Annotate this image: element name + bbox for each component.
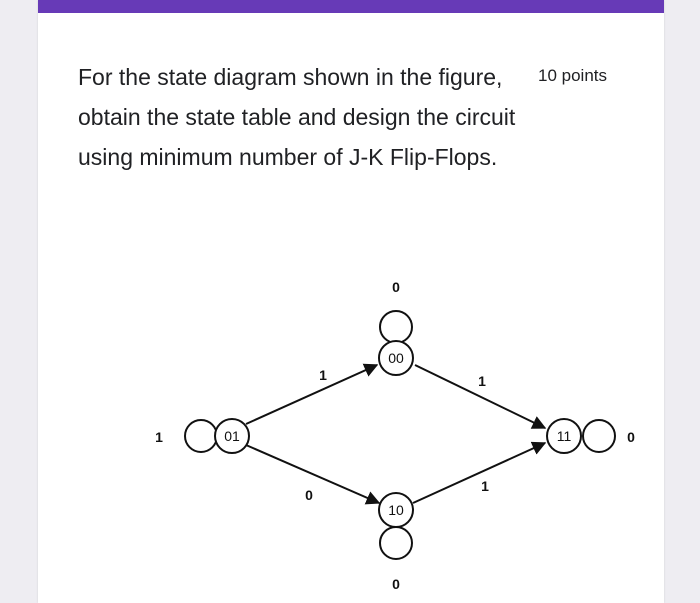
form-accent-bar bbox=[38, 0, 664, 13]
edge-01-10-label: 0 bbox=[305, 487, 313, 503]
question-card bbox=[38, 0, 664, 603]
edge-01-00-label: 1 bbox=[319, 367, 327, 383]
self-loop-00-label: 0 bbox=[392, 279, 400, 295]
state-00 bbox=[379, 341, 413, 375]
state-11-label: 11 bbox=[556, 428, 572, 444]
self-loop-00 bbox=[380, 311, 412, 343]
question-text: For the state diagram shown in the figure, obtain the state table and design the circuit using minimum number of J-K Flip-Flops. bbox=[78, 64, 516, 170]
self-loop-01 bbox=[185, 420, 217, 452]
state-00-label: 00 bbox=[388, 350, 404, 366]
edge-10-to-11 bbox=[413, 443, 545, 503]
state-11 bbox=[547, 419, 581, 453]
state-diagram bbox=[98, 262, 638, 603]
self-loop-01-label: 1 bbox=[155, 429, 163, 445]
self-loop-11 bbox=[583, 420, 615, 452]
state-01 bbox=[215, 419, 249, 453]
self-loop-10-label: 0 bbox=[392, 576, 400, 592]
state-01-label: 01 bbox=[224, 428, 240, 444]
state-10 bbox=[379, 493, 413, 527]
edge-01-to-00 bbox=[246, 365, 377, 424]
edge-10-11-label: 1 bbox=[481, 478, 489, 494]
points-label: 10 points bbox=[538, 66, 607, 85]
edge-00-11-label: 1 bbox=[478, 373, 486, 389]
self-loop-11-label: 0 bbox=[627, 429, 635, 445]
state-10-label: 10 bbox=[388, 502, 404, 518]
self-loop-10 bbox=[380, 527, 412, 559]
